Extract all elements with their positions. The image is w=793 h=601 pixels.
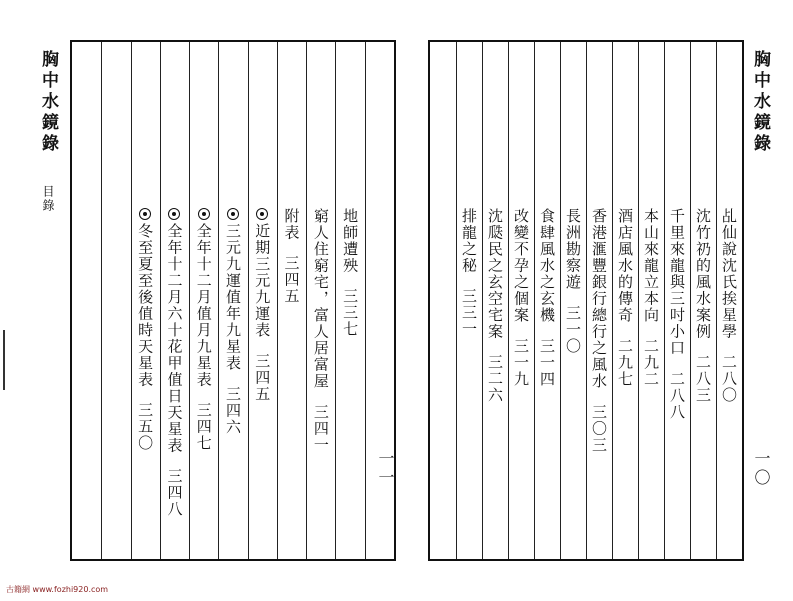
book-title-right: 胸中水鏡錄 — [750, 50, 770, 155]
scan-mark — [3, 330, 5, 390]
toc-entry-page: 三四七 — [194, 402, 213, 452]
toc-entry — [638, 208, 664, 387]
watermark: 古籍網 www.fozhi920.com — [6, 585, 109, 594]
toc-entry — [534, 208, 560, 387]
toc-entry-title: 千里來龍與三吋小口 — [668, 208, 686, 357]
bullet-icon — [168, 208, 180, 220]
toc-frame-right — [428, 40, 744, 561]
column-rule — [365, 42, 366, 559]
toc-entry-page: 二九二 — [642, 337, 660, 387]
bullet-icon — [227, 208, 239, 220]
toc-entry-title: 改變不孕之個案 — [512, 208, 530, 324]
toc-entry-title: 食肆風水之玄機 — [538, 208, 556, 324]
toc-entry-page: 三三一 — [460, 288, 478, 338]
right-page — [400, 0, 793, 601]
toc-entry-page: 三四八 — [165, 468, 184, 518]
toc-entry — [456, 208, 482, 338]
toc-entry-page: 二九七 — [616, 337, 634, 387]
toc-entry-title: 三元九運值年九星表 — [224, 223, 242, 372]
toc-entry-page: 二八〇 — [720, 354, 738, 404]
bullet-icon — [139, 208, 151, 220]
toc-frame-left — [70, 40, 396, 561]
toc-entry — [482, 208, 508, 404]
bullet-icon — [198, 208, 210, 220]
toc-entry-title: 酒店風水的傳奇 — [616, 208, 634, 324]
toc-entry-page: 三三七 — [341, 288, 360, 338]
toc-entry-page: 三一〇 — [564, 304, 582, 354]
toc-entry-page: 三四一 — [311, 403, 330, 453]
toc-entry-title: 本山來龍立本向 — [642, 208, 660, 324]
toc-entry-title: 窮人住窮宅，富人居富屋 — [311, 208, 330, 390]
toc-entry — [508, 208, 534, 387]
toc-entry-page: 三〇三 — [590, 403, 608, 453]
section-label: 目錄 — [41, 185, 55, 213]
toc-entry — [664, 208, 690, 420]
page-number-left: 一一 — [376, 450, 395, 488]
toc-entry-page: 三四六 — [224, 385, 242, 435]
toc-entry — [132, 208, 158, 452]
toc-entry-page: 二八三 — [694, 354, 712, 404]
toc-entry — [716, 208, 742, 404]
toc-entry-title: 全年十二月六十花甲值日天星表 — [165, 223, 184, 454]
toc-entry-page: 三四五 — [253, 352, 272, 402]
toc-entry-title: 沈瓞民之玄空宅案 — [486, 208, 504, 340]
toc-entry-title: 長洲勘察遊 — [564, 208, 582, 291]
toc-entry-title: 全年十二月值月九星表 — [194, 223, 213, 388]
toc-entry — [612, 208, 638, 387]
book-title-left: 胸中水鏡錄 — [38, 50, 58, 155]
toc-entry — [279, 208, 305, 305]
toc-entry-page: 二八八 — [668, 370, 686, 420]
toc-entry-title: 冬至夏至後值時天星表 — [136, 223, 155, 388]
toc-entry-title: 沈竹礽的風水案例 — [694, 208, 712, 340]
toc-entry-title: 附表 — [282, 208, 301, 241]
toc-entry-page: 三一四 — [538, 337, 556, 387]
toc-entry-title: 近期三元九運表 — [253, 223, 272, 339]
toc-entry — [560, 208, 586, 354]
toc-entry — [586, 208, 612, 453]
toc-entry-title: 排龍之秘 — [460, 208, 478, 274]
toc-entry — [337, 208, 363, 338]
toc-entry-page: 三二六 — [486, 354, 504, 404]
toc-entry-title: 乩仙說沈氏挨星學 — [720, 208, 738, 340]
toc-entry — [161, 208, 187, 518]
toc-entry — [308, 208, 334, 453]
toc-entry — [220, 208, 246, 435]
page-number-right: 一〇 — [752, 450, 771, 488]
toc-entry-page: 三四五 — [282, 255, 301, 305]
toc-entry — [249, 208, 275, 402]
toc-entry-page: 三五〇 — [136, 402, 155, 452]
bullet-icon — [256, 208, 268, 220]
column-rule — [101, 42, 102, 559]
toc-entry-title: 地師遭殃 — [341, 208, 360, 274]
toc-entry-page: 三一九 — [512, 337, 530, 387]
toc-entry — [690, 208, 716, 404]
toc-entry — [191, 208, 217, 452]
toc-entry-title: 香港滙豐銀行總行之風水 — [590, 208, 608, 390]
